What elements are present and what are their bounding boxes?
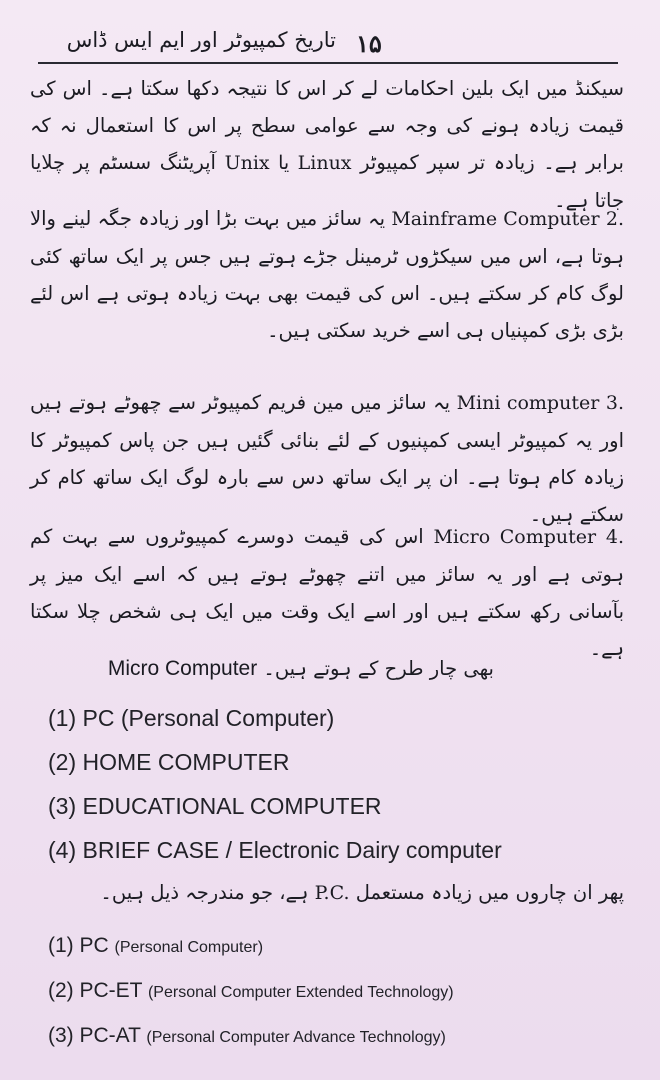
section-text: یہ سائز میں بہت بڑا اور زیادہ جگہ لینے والا ہوتا ہے، اس میں سیکڑوں ٹرمینل جڑے ہوتے ہیں جس پر ایک ساتھ کئی لوگ کام کر سکتے ہیں۔ اس کی قیمت بھی بہت زیادہ ہوتی ہے اس لئے بڑی بڑی کمپنیاں ہی اسے خرید سکتی ہیں۔	[30, 207, 624, 342]
intro-line2-post: آپریٹنگ سسٹم پر چلایا جاتا ہے۔	[30, 151, 624, 212]
running-title: تاریخ کمپیوٹر اور ایم ایس ڈاس	[66, 28, 336, 52]
section-term: Mainframe Computer	[391, 208, 600, 230]
list-item: (4) BRIEF CASE / Electronic Dairy computer	[48, 837, 502, 863]
pc-intro-pre: پھر ان چاروں میں زیادہ مستعمل	[355, 881, 624, 904]
pc-intro	[30, 874, 624, 912]
section-number: 2.	[605, 208, 625, 230]
section-number: 3.	[605, 392, 625, 414]
section-mini	[30, 384, 624, 533]
section-text: یہ سائز میں مین فریم کمپیوٹر سے چھوٹے ہوتے ہیں اور یہ کمپیوٹر ایسی کمپنیوں کے لئے بنائی گئیں ہیں جن پاس کمپیوٹر کا زیادہ کام ہوتا ہے۔ ان پر ایک ساتھ دس سے بارہ لوگ ایک ساتھ کام کر سکتے ہیں۔	[30, 391, 624, 526]
micro-types-term: Micro Computer	[107, 657, 258, 680]
pc-intro-term: P.C.	[314, 882, 350, 904]
pc-type-code: (1) PC	[48, 934, 109, 957]
intro-os-term: Unix یا Linux	[224, 152, 352, 174]
page-number: ۱۵	[356, 29, 382, 58]
list-item: (2) HOME COMPUTER	[48, 749, 290, 775]
pc-type-code: (2) PC-ET	[48, 979, 143, 1002]
micro-types-text: بھی چار طرح کے ہوتے ہیں۔	[263, 657, 494, 680]
running-header	[38, 22, 618, 64]
pc-type-full: (Personal Computer Extended Technology)	[147, 984, 454, 1001]
pc-type-full: (Personal Computer Advance Technology)	[146, 1029, 446, 1046]
list-item	[48, 1014, 628, 1059]
pc-type-code: (3) PC-AT	[48, 1024, 141, 1047]
section-term: Mini computer	[456, 392, 600, 414]
pc-intro-post: ہے، جو مندرجہ ذیل ہیں۔	[100, 881, 309, 904]
list-item	[48, 969, 628, 1014]
intro-line2-pre: زیادہ تر سپر کمپیوٹر	[360, 151, 535, 174]
section-term: Micro Computer	[433, 526, 597, 548]
section-number: 4.	[605, 526, 625, 548]
pc-type-full: (Personal Computer)	[114, 939, 264, 956]
list-item: (1) PC (Personal Computer)	[48, 705, 335, 731]
micro-types-intro	[30, 650, 624, 687]
section-text: اس کی قیمت دوسرے کمپیوٹروں سے بہت کم ہوتی ہے اور یہ سائز میں اتنے چھوٹے ہوتے ہیں کہ اسے ایک میز پر بآسانی رکھ سکتے ہیں اور اسے ایک وقت میں ایک ہی شخص چلا سکتا ہے۔	[30, 525, 624, 660]
list-item: (3) EDUCATIONAL COMPUTER	[48, 793, 382, 819]
intro-text: سیکنڈ میں ایک بلین احکامات لے کر اس کا نتیجہ دکھا سکتا ہے۔ اس کی قیمت زیادہ ہونے کی وجہ سے عوامی سطح پر اس کا استعمال نہ کہ برابر ہے۔	[30, 77, 624, 174]
list-item	[48, 924, 628, 969]
intro-paragraph	[30, 70, 624, 219]
section-micro	[30, 518, 624, 667]
section-mainframe	[30, 200, 624, 349]
pc-types-list	[48, 924, 628, 1059]
micro-types-list	[48, 696, 628, 872]
